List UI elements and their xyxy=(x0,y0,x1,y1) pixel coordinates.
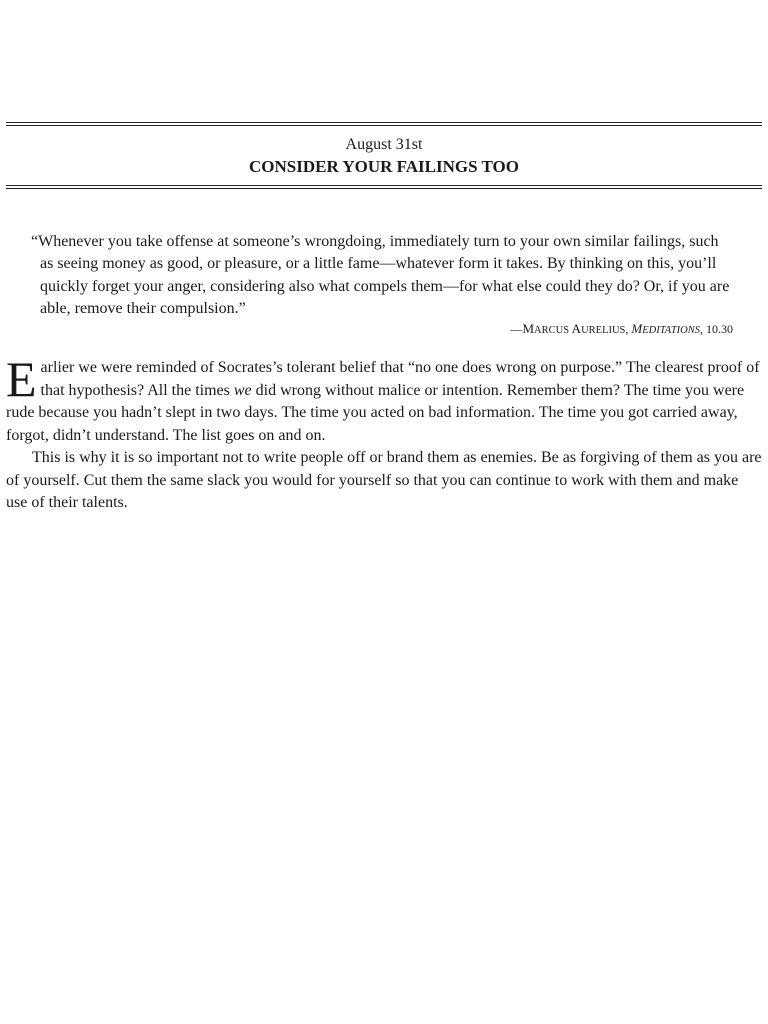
paragraph-1-part-a: arlier we were reminded of Socrates’s tolerant belief that “no one does wrong on purpose.” The clearest proof of that hypothesis? All the times xyxy=(40,359,760,399)
epigraph-attribution xyxy=(31,321,733,339)
entry-header xyxy=(6,134,762,178)
top-double-rule xyxy=(6,122,762,126)
entry-title: CONSIDER YOUR FAILINGS TOO xyxy=(248,157,519,176)
work-rest: EDITATIONS xyxy=(642,325,700,337)
bottom-double-rule xyxy=(6,185,762,189)
entry-date: August 31st xyxy=(345,136,423,153)
author-last-rest: URELIUS xyxy=(581,325,626,337)
author-last-initial: A xyxy=(571,321,582,337)
author-first-rest: ARCUS xyxy=(534,325,572,337)
author-first-initial: M xyxy=(522,321,535,337)
entry-body xyxy=(6,351,762,515)
drop-cap: E xyxy=(6,351,37,407)
attribution-separator: , xyxy=(625,322,632,337)
epigraph xyxy=(31,231,733,339)
attribution-reference: , 10.30 xyxy=(700,322,733,337)
epigraph-quote: “Whenever you take offense at someone’s wrongdoing, immediately turn to your own similar failings, such as seeing money as good, or pleasure, or a little fame—whatever form it takes. By thinking on this, you’ll quickly forget your anger, considering also what compels them—for what else could they do? Or, if you are able, remove their compulsion.” xyxy=(31,233,730,317)
body-paragraph-1 xyxy=(6,351,762,447)
body-paragraph-2: This is why it is so important not to write people off or brand them as enemies. Be as forgiving of them as you are of yourself. Cut them the same slack you would for yourself so that you can continue to work with them and make use of their talents. xyxy=(6,449,762,511)
paragraph-1-part-b: did wrong without malice or intention. Remember them? The time you were rude because you hadn’t slept in two days. The time you acted on bad information. The time you got carried away, forgot, didn’t understand. The list goes on and on. xyxy=(6,381,745,444)
work-initial: M xyxy=(631,321,643,337)
paragraph-1-emphasis: we xyxy=(233,381,252,399)
attribution-dash: — xyxy=(510,322,523,337)
